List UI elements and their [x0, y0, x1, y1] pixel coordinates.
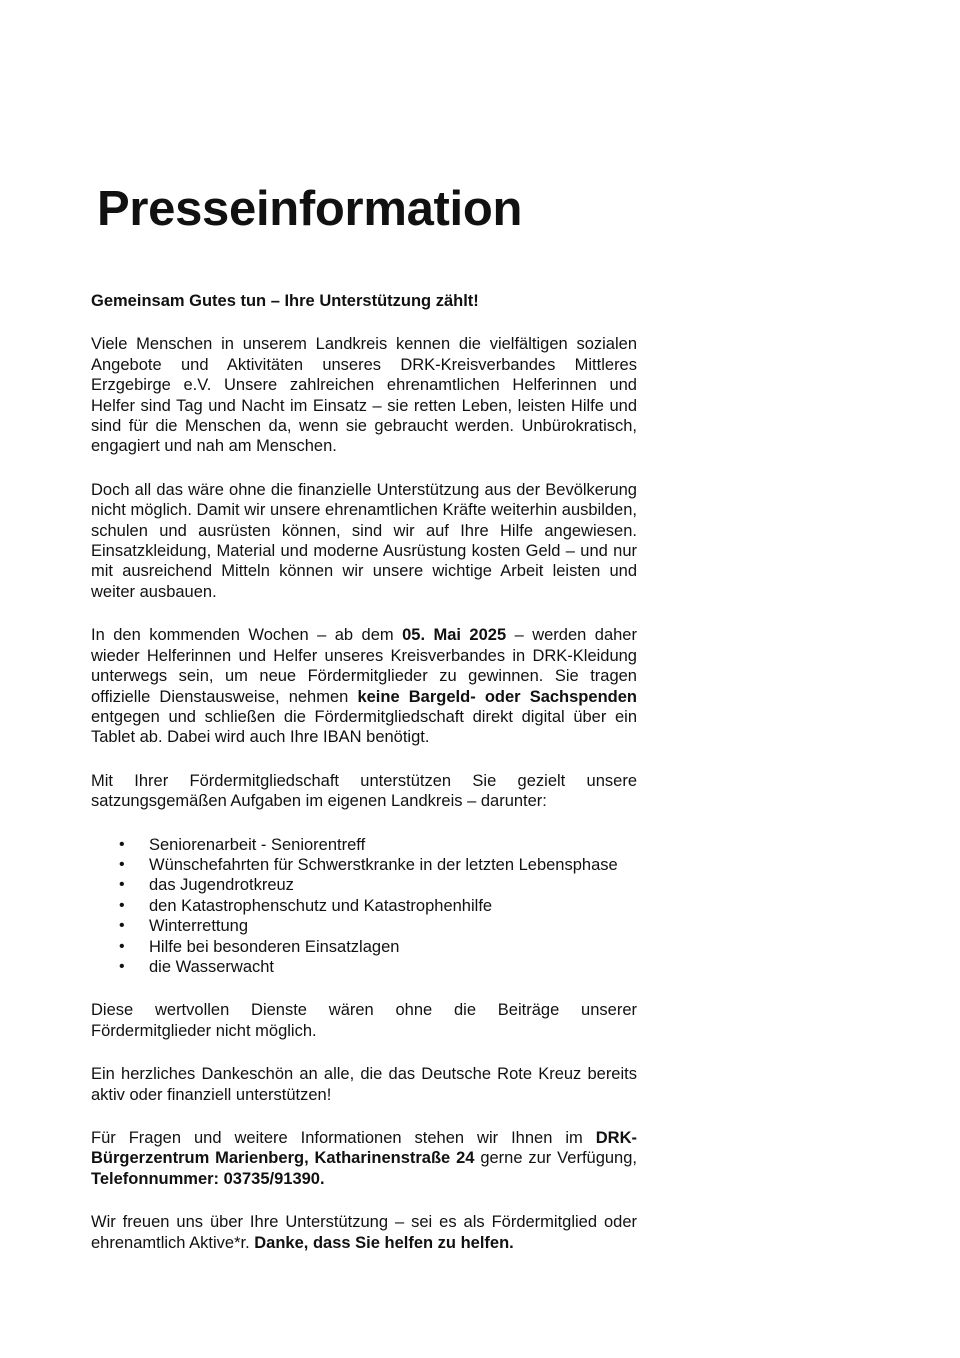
contact-phone: Telefonnummer: 03735/91390. — [91, 1169, 325, 1188]
list-item-text: Hilfe bei besonderen Einsatzlagen — [149, 937, 400, 956]
page-title: Presseinformation — [97, 182, 523, 236]
paragraph-campaign — [91, 625, 637, 747]
list-item-text: den Katastrophenschutz und Katastrophenhilfe — [149, 896, 493, 915]
paragraph-intro: Viele Menschen in unserem Landkreis kennen die vielfältigen sozialen Angebote und Aktivitäten unseres DRK-Kreisverbandes Mittleres Erzgebirge e.V. Unsere zahlreichen ehrenamtlichen Helferinnen und Helfer sind Tag und Nacht im Einsatz – sie retten Leben, leisten Hilfe und sind für die Menschen da, wenn sie gebraucht werden. Unbürokratisch, engagiert und nah am Menschen. — [91, 335, 637, 456]
bullet-icon: • — [119, 835, 125, 853]
list-item — [91, 916, 637, 936]
bullet-icon: • — [119, 957, 125, 975]
contact-address: DRK-Bürgerzentrum Marienberg, Katharinenstraße 24 — [91, 1129, 637, 1168]
paragraph-closing — [91, 1212, 637, 1253]
bullet-icon: • — [119, 876, 125, 894]
list-item — [91, 835, 637, 855]
bullet-icon: • — [119, 937, 125, 955]
contact-text-1: Für Fragen und weitere Informationen stehen wir Ihnen im — [91, 1129, 596, 1147]
paragraph-membership: Mit Ihrer Fördermitgliedschaft unterstützen Sie gezielt unsere satzungsgemäßen Aufgaben im eigenen Landkreis – darunter: — [91, 771, 637, 811]
closing-slogan: Danke, dass Sie helfen zu helfen. — [254, 1233, 514, 1252]
closing-text: Wir freuen uns über Ihre Unterstützung – sei es als Fördermitglied oder ehrenamtlich Aktive*r. — [91, 1213, 637, 1252]
paragraph-services: Diese wertvollen Dienste wären ohne die Beiträge unserer Fördermitglieder nicht möglich. — [91, 1001, 637, 1040]
no-cash-notice: keine Bargeld- oder Sachspenden — [357, 687, 637, 706]
campaign-text-2: – werden daher wieder Helferinnen und Helfer unseres Kreisverbandes in DRK-Kleidung unterwegs sein, um neue Fördermitglieder zu gewinnen. Sie tragen offizielle Dienstausweise, nehmen — [91, 626, 637, 706]
task-list — [91, 835, 637, 978]
paragraph-contact — [91, 1128, 637, 1189]
list-item — [91, 896, 637, 916]
list-item — [91, 937, 637, 957]
press-release-body — [91, 291, 637, 1253]
campaign-text-1: In den kommenden Wochen – ab dem — [91, 626, 403, 645]
campaign-text-3: entgegen und schließen die Fördermitgliedschaft direkt digital über ein Tablet ab. Dabei wird auch Ihre IBAN benötigt. — [91, 707, 637, 747]
list-item-text: die Wasserwacht — [149, 957, 275, 976]
list-item-text: das Jugendrotkreuz — [149, 876, 294, 895]
headline: Gemeinsam Gutes tun – Ihre Unterstützung zählt! — [91, 292, 479, 310]
campaign-start-date: 05. Mai 2025 — [402, 626, 507, 645]
list-item-text: Seniorenarbeit - Seniorentreff — [149, 835, 366, 854]
bullet-icon: • — [119, 917, 125, 935]
list-item — [91, 957, 637, 977]
paragraph-funding: Doch all das wäre ohne die finanzielle Unterstützung aus der Bevölkerung nicht möglich. Damit wir unsere ehrenamtlichen Kräfte weiterhin ausbilden, schulen und ausrüsten können, sind wir auf Ihre Hilfe angewiesen. Einsatzkleidung, Material und moderne Ausrüstung kosten Geld – und nur mit ausreichend Mitteln können wir unsere wichtige Arbeit leisten und weiter ausbauen. — [91, 480, 637, 601]
list-item-text: Wünschefahrten für Schwerstkranke in der letzten Lebensphase — [149, 855, 618, 874]
list-item — [91, 875, 637, 895]
list-item-text: Winterrettung — [149, 917, 249, 936]
bullet-icon: • — [119, 896, 125, 914]
list-item — [91, 855, 637, 875]
bullet-icon: • — [119, 855, 125, 873]
paragraph-thanks: Ein herzliches Dankeschön an alle, die das Deutsche Rote Kreuz bereits aktiv oder finanziell unterstützen! — [91, 1065, 637, 1104]
contact-text-2: gerne zur Verfügung, — [474, 1149, 637, 1168]
